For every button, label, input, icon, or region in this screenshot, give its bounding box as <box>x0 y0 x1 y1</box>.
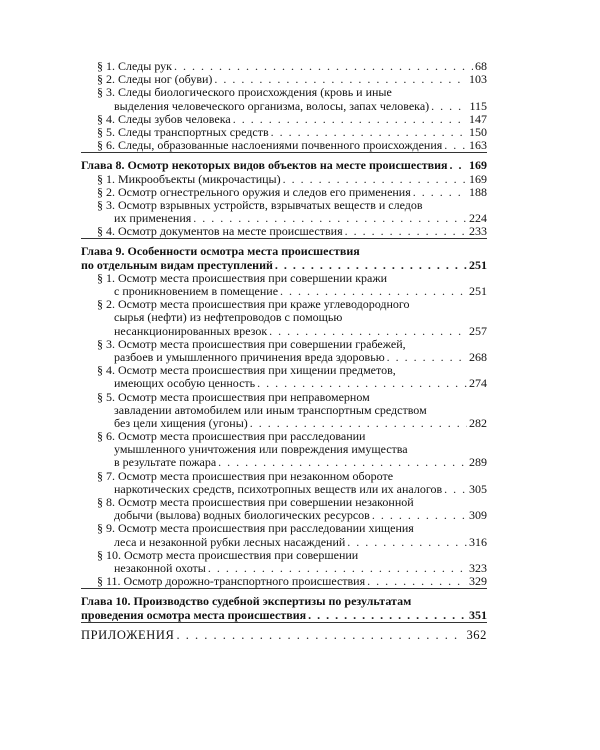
table-of-contents <box>81 60 487 642</box>
toc-entry-line <box>81 173 487 186</box>
toc-entry-line <box>81 404 487 417</box>
toc-entry-line <box>81 86 487 99</box>
toc-page-number: 150 <box>469 124 487 139</box>
toc-entry-title: § 4. Осмотр места происшествия при хищении предметов, <box>97 363 396 378</box>
toc-entry-line <box>81 377 487 390</box>
dot-leader <box>367 575 467 588</box>
toc-entry-title: § 5. Осмотр места происшествия при неправомерном <box>97 389 370 404</box>
toc-page-number: 169 <box>469 158 487 173</box>
toc-entry-line <box>81 325 487 338</box>
toc-entry-title: § 6. Осмотр места происшествия при расследовании <box>97 429 366 444</box>
dot-leader <box>431 100 467 113</box>
dot-leader <box>345 225 467 238</box>
toc-page-number: 329 <box>469 574 487 589</box>
toc-chapter-line <box>81 609 487 622</box>
toc-entry-line <box>81 225 487 238</box>
toc-entry-title: наркотических средств, психотропных веществ или их аналогов <box>114 481 443 496</box>
toc-chapter-line <box>81 259 487 272</box>
toc-entry-title: § 2. Осмотр огнестрельного оружия и следов его применения <box>97 184 411 199</box>
toc-entry-title: выделения человеческого организма, волосы, запах человека) <box>114 98 430 113</box>
toc-entry-title: их применения <box>114 211 192 226</box>
toc-entry-title: проведения осмотра места происшествия <box>81 607 307 622</box>
toc-page-number: 233 <box>469 224 487 239</box>
toc-entry-title: сырья (нефти) из нефтепроводов с помощью <box>114 310 343 325</box>
dot-leader <box>233 113 467 126</box>
toc-entry-line <box>81 391 487 404</box>
dot-leader <box>218 456 467 469</box>
toc-entry-title: Глава 10. Производство судебной экспертизы по результатам <box>81 594 412 609</box>
toc-entry-line <box>81 186 487 199</box>
toc-entry-title: по отдельным видам преступлений <box>81 257 273 272</box>
toc-entry-title: § 1. Микрообъекты (микрочастицы) <box>97 171 281 186</box>
toc-entry-title: Глава 9. Особенности осмотра места происшествия <box>81 244 360 259</box>
toc-page-number: 362 <box>466 627 487 642</box>
toc-entry-line <box>81 113 487 126</box>
toc-entry-title: леса и незаконной рубки лесных насаждений <box>114 534 346 549</box>
toc-appendix-line <box>81 629 487 642</box>
dot-leader <box>347 536 467 549</box>
toc-page-number: 169 <box>469 171 487 186</box>
toc-entry-line <box>81 456 487 469</box>
toc-page-number: 224 <box>469 211 487 226</box>
dot-leader <box>283 173 467 186</box>
toc-page-number: 289 <box>469 455 487 470</box>
toc-page-number: 257 <box>469 323 487 338</box>
toc-page-number: 103 <box>469 72 487 87</box>
toc-entry-title: в результате пожара <box>114 455 217 470</box>
dot-leader <box>174 60 473 73</box>
toc-page-number: 188 <box>469 184 487 199</box>
dot-leader <box>444 483 467 496</box>
dot-leader <box>413 186 467 199</box>
toc-entry-title: § 4. Осмотр документов на месте происшествия <box>97 224 343 239</box>
toc-entry-title: § 1. Осмотр места происшествия при совершении кражи <box>97 270 388 285</box>
toc-entry-title: § 4. Следы зубов человека <box>97 111 231 126</box>
toc-entry-line <box>81 549 487 562</box>
toc-page-number: 309 <box>469 508 487 523</box>
toc-page-number: 351 <box>469 607 487 622</box>
toc-page-number: 282 <box>469 415 487 430</box>
toc-entry-title: § 6. Следы, образованные наслоениями почвенного происхождения <box>97 138 443 153</box>
toc-page-number: 268 <box>469 349 487 364</box>
toc-entry-title: § 1. Следы рук <box>97 59 172 73</box>
toc-entry-line <box>81 100 487 113</box>
toc-page-number: 115 <box>469 98 487 113</box>
toc-entry-title: § 2. Следы ног (обуви) <box>97 72 213 87</box>
toc-entry-title: § 8. Осмотр места происшествия при совершении незаконной <box>97 495 414 509</box>
toc-entry-title: разбоев и умышленного причинения вреда здоровью <box>114 349 385 364</box>
toc-entry-line <box>81 575 487 588</box>
toc-entry-line <box>81 536 487 549</box>
dot-leader <box>308 609 467 622</box>
toc-entry-title: незаконной охоты <box>114 560 206 575</box>
toc-entry-title: ПРИЛОЖЕНИЯ <box>81 627 175 642</box>
dot-leader <box>176 629 464 642</box>
toc-entry-title: несанкционированных врезок <box>114 323 268 338</box>
toc-entry-line <box>81 338 487 351</box>
toc-entry-line <box>81 311 487 324</box>
toc-page-number: 251 <box>469 284 487 298</box>
toc-chapter-line <box>81 245 487 258</box>
toc-entry-title: имеющих особую ценность <box>114 376 256 391</box>
toc-page-number: 316 <box>469 534 487 549</box>
toc-page-number: 323 <box>469 560 487 575</box>
toc-entry-line <box>81 522 487 535</box>
toc-entry-title: § 7. Осмотр места происшествия при незаконном обороте <box>97 468 394 483</box>
dot-leader <box>387 351 467 364</box>
toc-entry-title: § 2. Осмотр места происшествия при краже углеводородного <box>97 297 410 312</box>
toc-entry-line <box>81 139 487 152</box>
toc-entry-title: § 9. Осмотр места происшествия при расследовании хищения <box>97 521 414 536</box>
toc-page-number: 68 <box>475 59 487 73</box>
toc-entry-title: § 3. Осмотр места происшествия при совершении грабежей, <box>97 336 406 351</box>
toc-entry-title: § 3. Осмотр взрывных устройств, взрывчатых веществ и следов <box>97 197 423 212</box>
toc-page-number: 163 <box>469 138 487 153</box>
dot-leader <box>275 259 467 272</box>
toc-entry-title: § 3. Следы биологического происхождения (кровь и иные <box>97 85 392 100</box>
toc-entry-title: умышленного уничтожения или повреждения имущества <box>114 442 408 457</box>
toc-entry-title: без цели хищения (угоны) <box>114 415 248 430</box>
toc-page-number: 147 <box>469 111 487 126</box>
toc-entry-title: добычи (вылова) водных биологических ресурсов <box>114 508 370 523</box>
dot-leader <box>269 325 467 338</box>
toc-entry-title: § 11. Осмотр дорожно-транспортного происшествия <box>97 574 366 589</box>
dot-leader <box>257 377 467 390</box>
toc-entry-title: с проникновением в помещение <box>114 284 279 298</box>
toc-entry-line <box>81 470 487 483</box>
toc-entry-title: завладении автомобилем или иным транспортным средством <box>114 402 427 417</box>
toc-entry-title: Глава 8. Осмотр некоторых видов объектов на месте происшествия <box>81 158 448 173</box>
toc-entry-title: § 10. Осмотр места происшествия при совершении <box>97 547 359 562</box>
toc-page-number: 305 <box>469 481 487 496</box>
toc-entry-title: § 5. Следы транспортных средств <box>97 124 269 139</box>
dot-leader <box>444 139 467 152</box>
toc-page-number: 251 <box>469 257 487 272</box>
toc-page-number: 274 <box>469 376 487 391</box>
toc-chapter-line <box>81 595 487 608</box>
dot-leader <box>450 159 468 172</box>
toc-chapter-line <box>81 159 487 172</box>
